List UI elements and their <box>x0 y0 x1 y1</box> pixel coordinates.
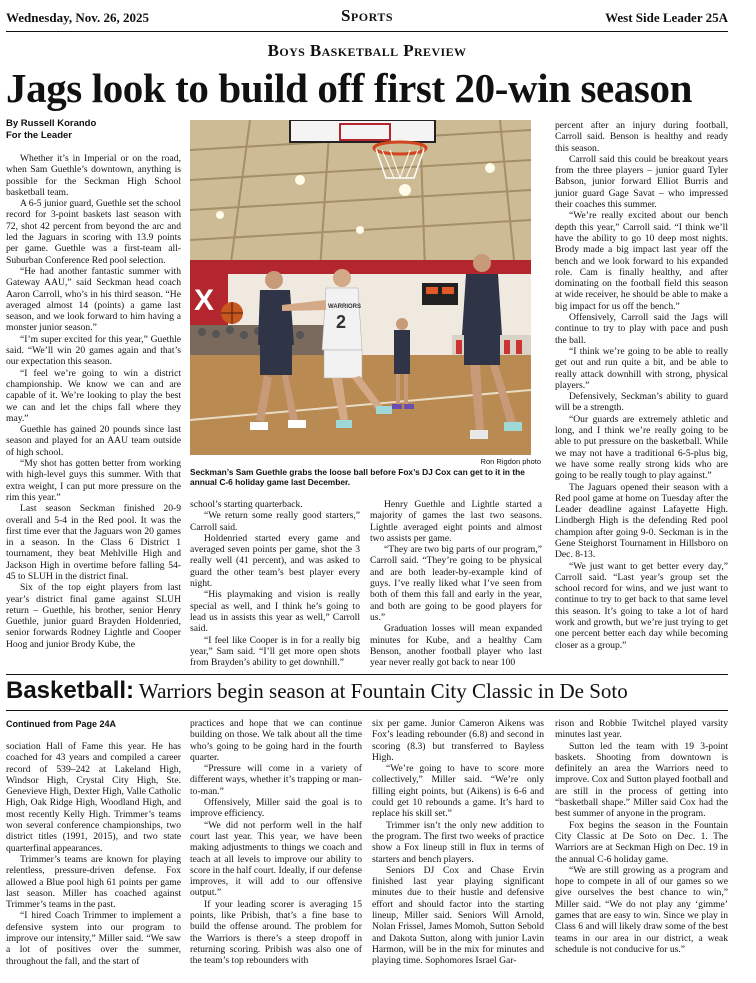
article-paragraph: Defensively, Seckman’s ability to guard will be a strength. <box>555 391 728 414</box>
article-paragraph: The Jaguars opened their season with a Red pool game at home on Tuesday after the Leader deadline against Lafayette High. Lindbergh High is the defending Red pool champion after going 9-0. Seckman is in the Gene Steighorst Tournament in Hillsboro on Dec. 8-13. <box>555 481 728 561</box>
headline-rule <box>6 710 728 711</box>
header-rule <box>6 31 728 32</box>
basketball-action-image <box>190 120 531 455</box>
photo-caption: Seckman’s Sam Guethle grabs the loose ball before Fox’s DJ Cox can get to it in the annual C-6 holiday game last December. <box>190 467 525 487</box>
article-paragraph: Holdenried started every game and averaged seven points per game, shot the 3 really well (41 percent), and was asked to guard the other team’s best player every night. <box>190 532 360 590</box>
article-paragraph: “His playmaking and vision is really special as well, and I think he’s going to lead us in assists this year as well,” Carroll said. <box>190 589 360 635</box>
article-paragraph: Fox begins the season in the Fountain City Classic at De Soto on Dec. 1. The Warriors are at Seckman High on Dec. 19 in the annual C-6 holiday game. <box>555 819 728 865</box>
article-paragraph: Trimmer isn’t the only new addition to the program. The first two weeks of practice show a Fox lineup still in flux in terms of starters and bench players. <box>372 819 544 865</box>
article-paragraph: “I’m super excited for this year,” Guethle said. “We’ll win 20 games again and that’s our expectation this season. <box>6 333 181 368</box>
page-header <box>6 6 728 28</box>
article-paragraph: “I feel like Cooper is in for a really big year,” Sam said. “I’ll get more open shots from Brayden’s ability to get downhill.” <box>190 634 360 669</box>
story2-column-4 <box>555 718 728 955</box>
article-paragraph: “They are two big parts of our program,” Carroll said. “They’re going to be physical and are both leader-by-example kind of guys. I’ve really liked what I’ve seen from both of them this fall and early in the year, and both are going to be good players for us.” <box>370 544 542 623</box>
photo-credit: Ron Rigdon photo <box>480 457 541 466</box>
article-paragraph: Offensively, Miller said the goal is to improve efficiency. <box>190 797 362 820</box>
article-paragraph: practices and hope that we can continue building on those. We talk about all the time who’s going to be going hard in the fourth quarter. <box>190 718 362 763</box>
article-paragraph: rison and Robbie Twitchel played varsity minutes last year. <box>555 718 728 741</box>
article-paragraph: “I feel we’re going to win a district championship. We know we can and are capable of it. We’re looking to play the best we can and let the chips fall where they may.” <box>6 367 181 424</box>
article-paragraph: school’s starting quarterback. <box>190 499 303 510</box>
story-kicker: Boys Basketball Preview <box>267 41 467 60</box>
article-paragraph: “We are still growing as a program and hope to compete in all of our games so we give ourselves the best chance to win,” Miller said. “We do not play any ‘gimme’ games that are easy to win. Since we play in Class 6 and will likely draw some of the best teams in our area in our district, a weak schedule is not conducive for us.” <box>555 864 728 955</box>
article-paragraph: Whether it’s in Imperial or on the road, when Sam Guethle’s downtown, anything is possible for the Seckman High School basketball team. <box>6 153 181 198</box>
section-name: Sports <box>340 6 394 25</box>
story1-column-3 <box>370 499 542 668</box>
article-paragraph: “He had another fantastic summer with Gateway AAU,” said Seckman head coach Aaron Carroll, who’s in his third season. “He averaged almost 14 (points) a game last season, and we look forward to him having a monster junior season.” <box>6 265 181 334</box>
article-paragraph: Seniors DJ Cox and Chase Ervin finished last year playing significant minutes due to their hustle and defensive effort and should factor into the starting lineup, Miller said. Seniors Will Arnold, Nolan Frissel, James Momoh, Sutton Sebold and Dakota Sutton, along with junior Lavin Harmon, will be in the mix for minutes and playing time. Sophomores Israel Gar- <box>372 864 544 967</box>
article-paragraph: percent after an injury during football, Carroll said. Benson is healthy and ready this season. <box>555 120 728 154</box>
article-paragraph: sociation Hall of Fame this year. He has coached for 43 years and compiled a career record of 539–242 at Lakeland High, Windsor High, Crystal City High, Ste. Genevieve High, Dexter High, Valle Catholic High, Oak Ridge High, Woodland High, and most recently Kelly High. Trimmer’s teams won several conference championships, two district titles (1991, 2015), and two state quarterfinal appearances. <box>6 741 181 854</box>
story2-column-2 <box>190 718 362 967</box>
article-paragraph: “We did not perform well in the half court last year. This year, we have been making adjustments to things we coach and teach at all levels to improve our ability to score in the half court. Ideally, if our defense improves, it will add to our offensive output.” <box>190 819 362 899</box>
article-paragraph: If your leading scorer is averaging 15 points, like Pribish, that’s a fine base to build the offense around. The problem for the Warriors is there’s a steep dropoff in returning scoring. Pribish was also one of the team’s top rebounders with <box>190 898 362 967</box>
story2-column-3 <box>372 718 544 967</box>
article-paragraph: Guethle has gained 20 pounds since last season and played for an AAU team outside of high school. <box>6 424 181 458</box>
article-paragraph: “We return some really good starters,” Carroll said. <box>190 510 360 533</box>
jersey-text: WARRIORS <box>328 304 361 310</box>
article-paragraph: “Our guards are extremely athletic and long, and I think we’re really going to be able to put pressure on the basketball. While we may not have a traditional 6-5-plus big, we have some really strong kids who are going to be really tough to play against.” <box>555 413 728 482</box>
byline-author: By Russell Korando <box>6 118 97 129</box>
story1-column-1 <box>6 153 181 650</box>
byline <box>6 118 96 142</box>
story1-column-4 <box>555 120 728 651</box>
article-paragraph: “I think we’re going to be able to really get out and run quite a bit, and be able to really attack downhill with strong, physical players.” <box>555 345 728 391</box>
article-paragraph: “We just want to get better every day,” Carroll said. “Last year’s group set the school record for wins, and we just want to continue to try to get back to that same level this season. It’s going to take a lot of hard work and growth, but we’re just trying to get one percent better each day while becoming closer as a group.” <box>555 560 728 651</box>
article-paragraph: Sutton led the team with 19 3-point baskets. Shooting from downtown is definitely an area the Warriors need to improve. Cox and Sutton played football and are still in the process of getting into “basketball shape.” Miller said Cox had the best summer of anyone in the program. <box>555 740 728 820</box>
continued-from: Continued from Page 24A <box>6 719 117 729</box>
article-paragraph: Carroll said this could be breakout years from the three players – junior guard Tyler Babson, junior forward Elliot Burris and junior guard Gage Savat – who impressed their coaches this summer. <box>555 153 728 211</box>
game-photo <box>190 120 531 455</box>
issue-date: Wednesday, Nov. 26, 2025 <box>6 10 150 25</box>
byline-role: For the Leader <box>6 130 72 141</box>
paper-name-page: West Side Leader 25A <box>605 10 728 25</box>
article-paragraph: six per game. Junior Cameron Aikens was Fox’s leading rebounder (6.8) and second in scoring (8.3) but transferred to Bayless High. <box>372 718 544 763</box>
story2-column-1 <box>6 741 181 967</box>
jersey-number: 2 <box>336 312 347 332</box>
article-paragraph: “Pressure will come in a variety of different ways, whether it’s trapping or man-to-man.” <box>190 763 362 797</box>
story2-headline <box>6 677 746 705</box>
story2-headline-rest: Warriors begin season at Fountain City Classic in De Soto <box>134 679 628 703</box>
story-headline: Jags look to build off first 20-win season <box>6 65 692 111</box>
article-paragraph: “We’re going to have to score more collectively,” Miller said. “We’re only filling eight points, but (Aikens) is 6-6 and could get 10 rebounds a game. It’s hard to replace his skill set.” <box>372 763 544 820</box>
wall-letter: X <box>194 284 215 317</box>
article-paragraph: Trimmer’s teams are known for playing relentless, pressure-driven defense. Fox allowed a Blue pool high 61 points per game last season. Miller has coached against Trimmer’s teams in the past. <box>6 853 181 911</box>
story1-column-2 <box>190 499 360 668</box>
section-divider <box>6 674 728 675</box>
article-paragraph: “I hired Coach Trimmer to implement a defensive system into our program to improve our intensity,” Miller said. “We saw a lot of positives over the summer, throughout the fall, and the start of <box>6 910 181 967</box>
article-paragraph: Offensively, Carroll said the Jags will continue to try to play with pace and push the ball. <box>555 312 728 346</box>
article-paragraph: “My shot has gotten better from working with high-level guys this summer. With that extra weight, I can put more pressure on the rim this year.” <box>6 458 181 503</box>
article-paragraph: Henry Guethle and Lightle started a majority of games the last two seasons. Lightle averaged eight points and almost two assists per game. <box>370 499 542 544</box>
article-paragraph: Last season Seckman finished 20-9 overall and 5-4 in the Red pool. It was the first time ever that the Jaguars won 20 games in a season. In the Class 6 District 1 tournament, they beat Mehlville High and Jackson High in overtime before falling 54-45 to SLUH in the district final. <box>6 503 181 582</box>
article-paragraph: “We’re really excited about our bench depth this year,” Carroll said. “I think we’ll have the ability to go 10 deep most nights. Brody made a big impact last year off the bench and we look forward to his expanded role. Cam is finally healthy, and after dominating on the football field this season at wide receiver, he should be able to make a big impact for us off the bench.” <box>555 210 728 312</box>
story2-headline-lead: Basketball: <box>6 677 135 704</box>
article-paragraph: A 6-5 junior guard, Guethle set the school record for 3-point baskets last season with 72, shot 42 percent from beyond the arc and led the Jaguars in scoring with 13.9 points per game. Guethle was a first-team all-Suburban Conference Red pool selection. <box>6 198 181 266</box>
article-paragraph: Graduation losses will mean expanded minutes for Kube, and a healthy Cam Benson, another football player who last year never really got back to near 100 <box>370 623 542 669</box>
article-paragraph: Six of the top eight players from last year’s district final game against SLUH return – Guethle, his brother, senior Henry Guethle, junior guard Brayden Holdenried, senior forwards Rodney Lightle and Cooper Hoog and junior Brody Kube, the <box>6 582 181 650</box>
